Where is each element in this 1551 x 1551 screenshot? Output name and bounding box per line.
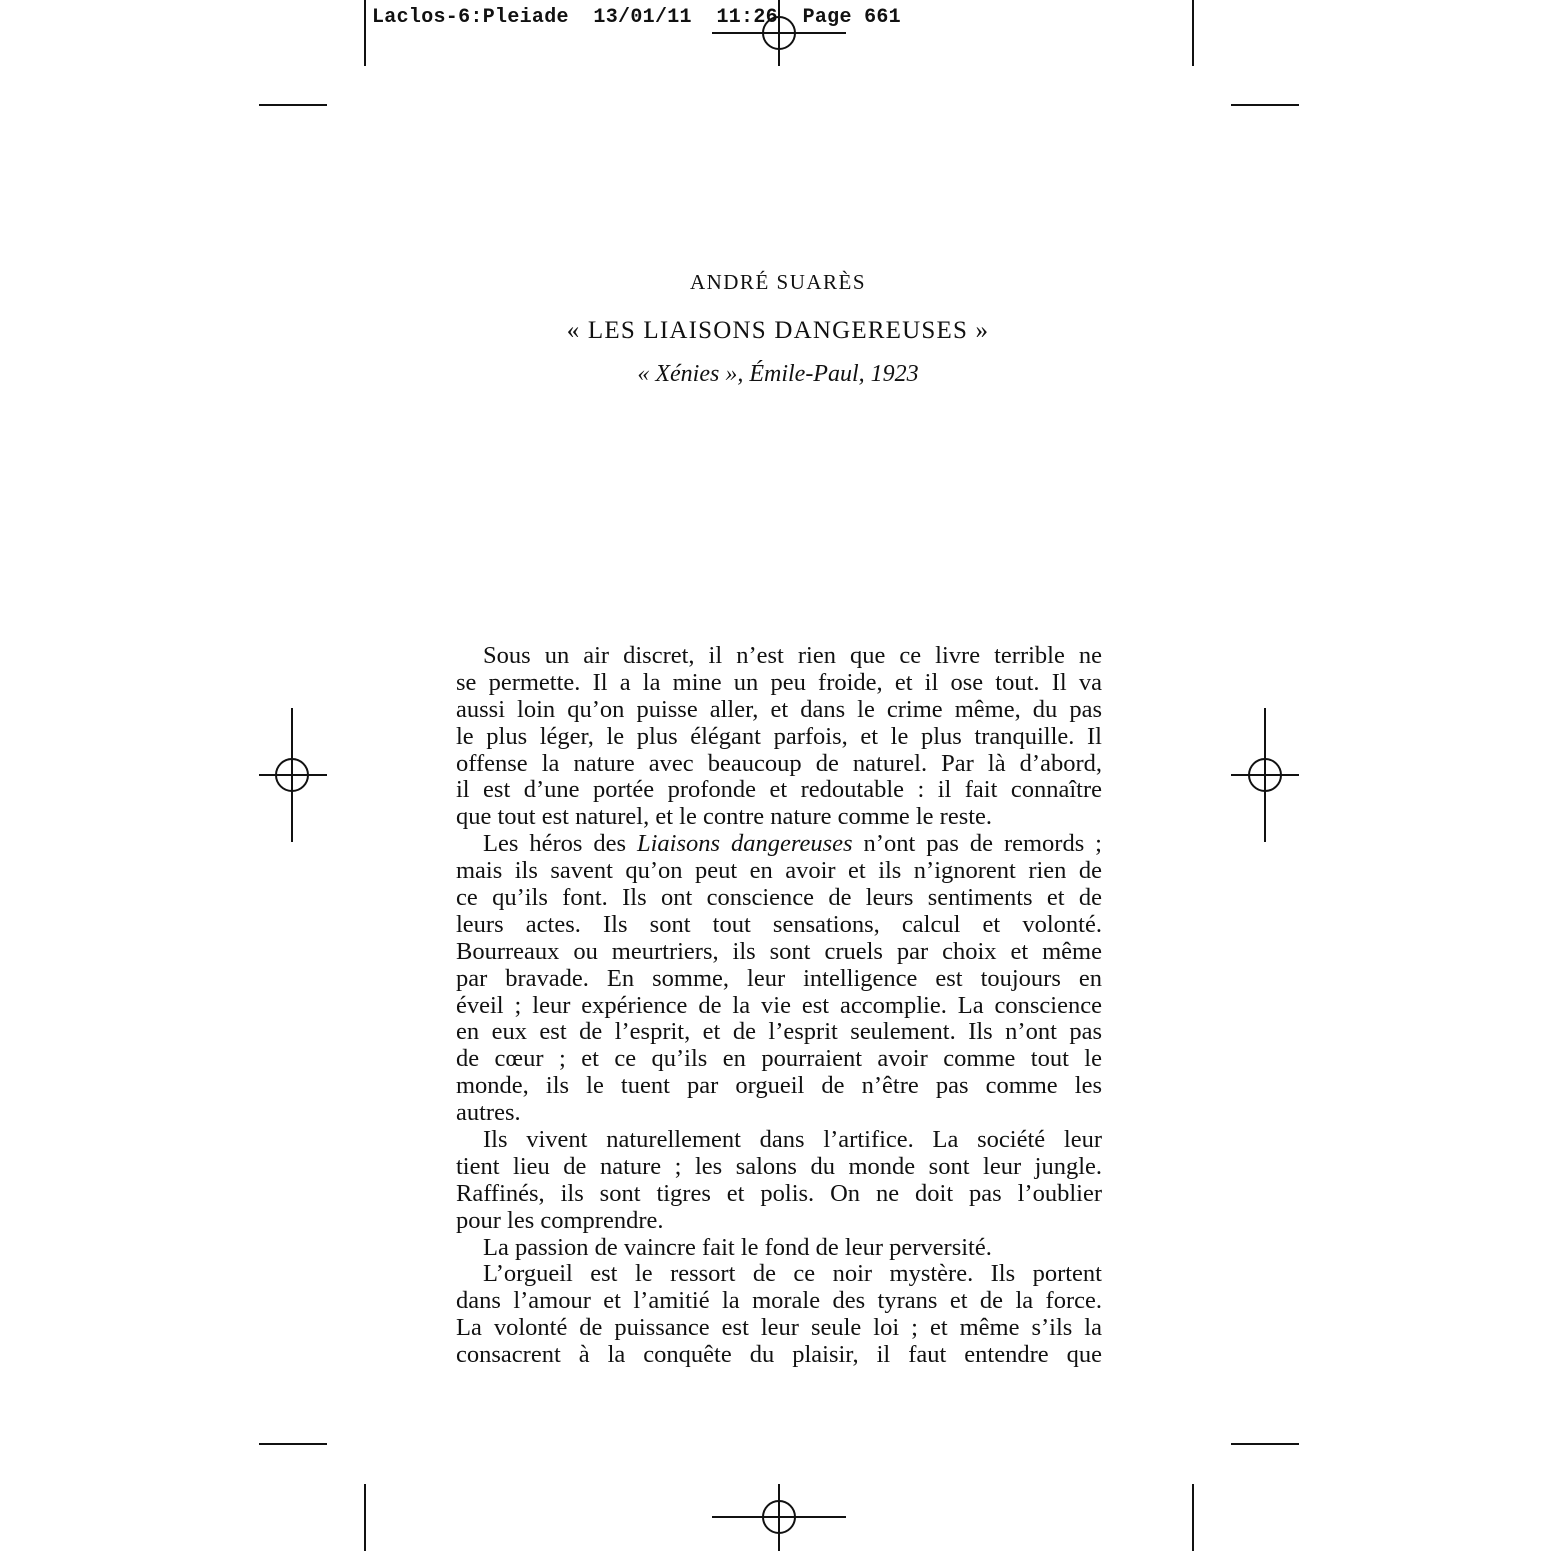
registration-mark-right [1231,708,1299,842]
text-line: le plus léger, le plus élégant parfois, et le plus tranquille. Il [456,722,1102,750]
body-text [456,643,1102,1369]
text-line: que tout est naturel, et le contre nature comme le reste. [456,803,993,831]
paragraph [456,1261,1102,1369]
text-line: Les héros des Liaisons dangereuses n’ont pas de remords ; [483,830,1102,858]
text-line: Bourreaux ou meurtriers, ils sont cruels par choix et même [456,937,1102,965]
text-line: offense la nature avec beaucoup de naturel. Par là d’abord, [456,749,1102,777]
text-line: autres. [456,1099,521,1127]
text-line: en eux est de l’esprit, et de l’esprit seulement. Ils n’ont pas [456,1018,1102,1046]
text-line: La volonté de puissance est leur seule loi ; et même s’ils la [456,1314,1102,1342]
paragraph [456,1235,1102,1262]
text-line: monde, ils le tuent par orgueil de n’être pas comme les [456,1072,1102,1100]
text-line: tient lieu de nature ; les salons du monde sont leur jungle. [456,1152,1102,1180]
text-line: ce qu’ils font. Ils ont conscience de leurs sentiments et de [456,884,1102,912]
text-line: dans l’amour et l’amitié la morale des tyrans et de la force. [456,1287,1102,1315]
essay-source: « Xénies », Émile-Paul, 1923 [637,361,919,387]
text-line: Ils vivent naturellement dans l’artifice. La société leur [483,1126,1102,1154]
registration-mark-left [259,708,327,842]
text-line: par bravade. En somme, leur intelligence est toujours en [456,964,1102,992]
text-line: se permette. Il a la mine un peu froide, et il ose tout. Il va [456,668,1102,696]
text-line: de cœur ; et ce qu’ils en pourraient avoir comme tout le [456,1045,1102,1073]
essay-title: « LES LIAISONS DANGEREUSES » [566,317,990,344]
book-title: Liaisons dangereuses [637,830,853,858]
text-line: Sous un air discret, il n’est rien que ce livre terrible ne [483,642,1102,669]
text-line: L’orgueil est le ressort de ce noir mystère. Ils portent [483,1260,1102,1288]
text-line: il est d’une portée profonde et redoutable : il fait connaître [456,776,1102,804]
text-line: Raffinés, ils sont tigres et polis. On ne doit pas l’oublier [456,1179,1102,1207]
text-line: leurs actes. Ils sont tout sensations, calcul et volonté. [456,910,1102,938]
text-line: pour les comprendre. [456,1206,664,1234]
text-line: La passion de vaincre fait le fond de leur perversité. [483,1233,992,1261]
text-line: consacrent à la conquête du plaisir, il faut entendre que [456,1341,1102,1369]
paragraph [456,643,1102,831]
paragraph [456,831,1102,1127]
text-line: mais ils savent qu’on peut en avoir et ils n’ignorent rien de [456,857,1102,885]
text-line: éveil ; leur expérience de la vie est accomplie. La conscience [456,991,1102,1019]
paragraph [456,1127,1102,1235]
text-line: aussi loin qu’on puisse aller, et dans le crime même, du pas [456,695,1102,723]
author-name: ANDRÉ SUARÈS [689,270,867,294]
print-slug: Laclos-6:Pleiade 13/01/11 11:26 Page 661 [372,6,901,29]
registration-mark-bottom [712,1484,846,1551]
registration-mark-top [712,0,846,66]
